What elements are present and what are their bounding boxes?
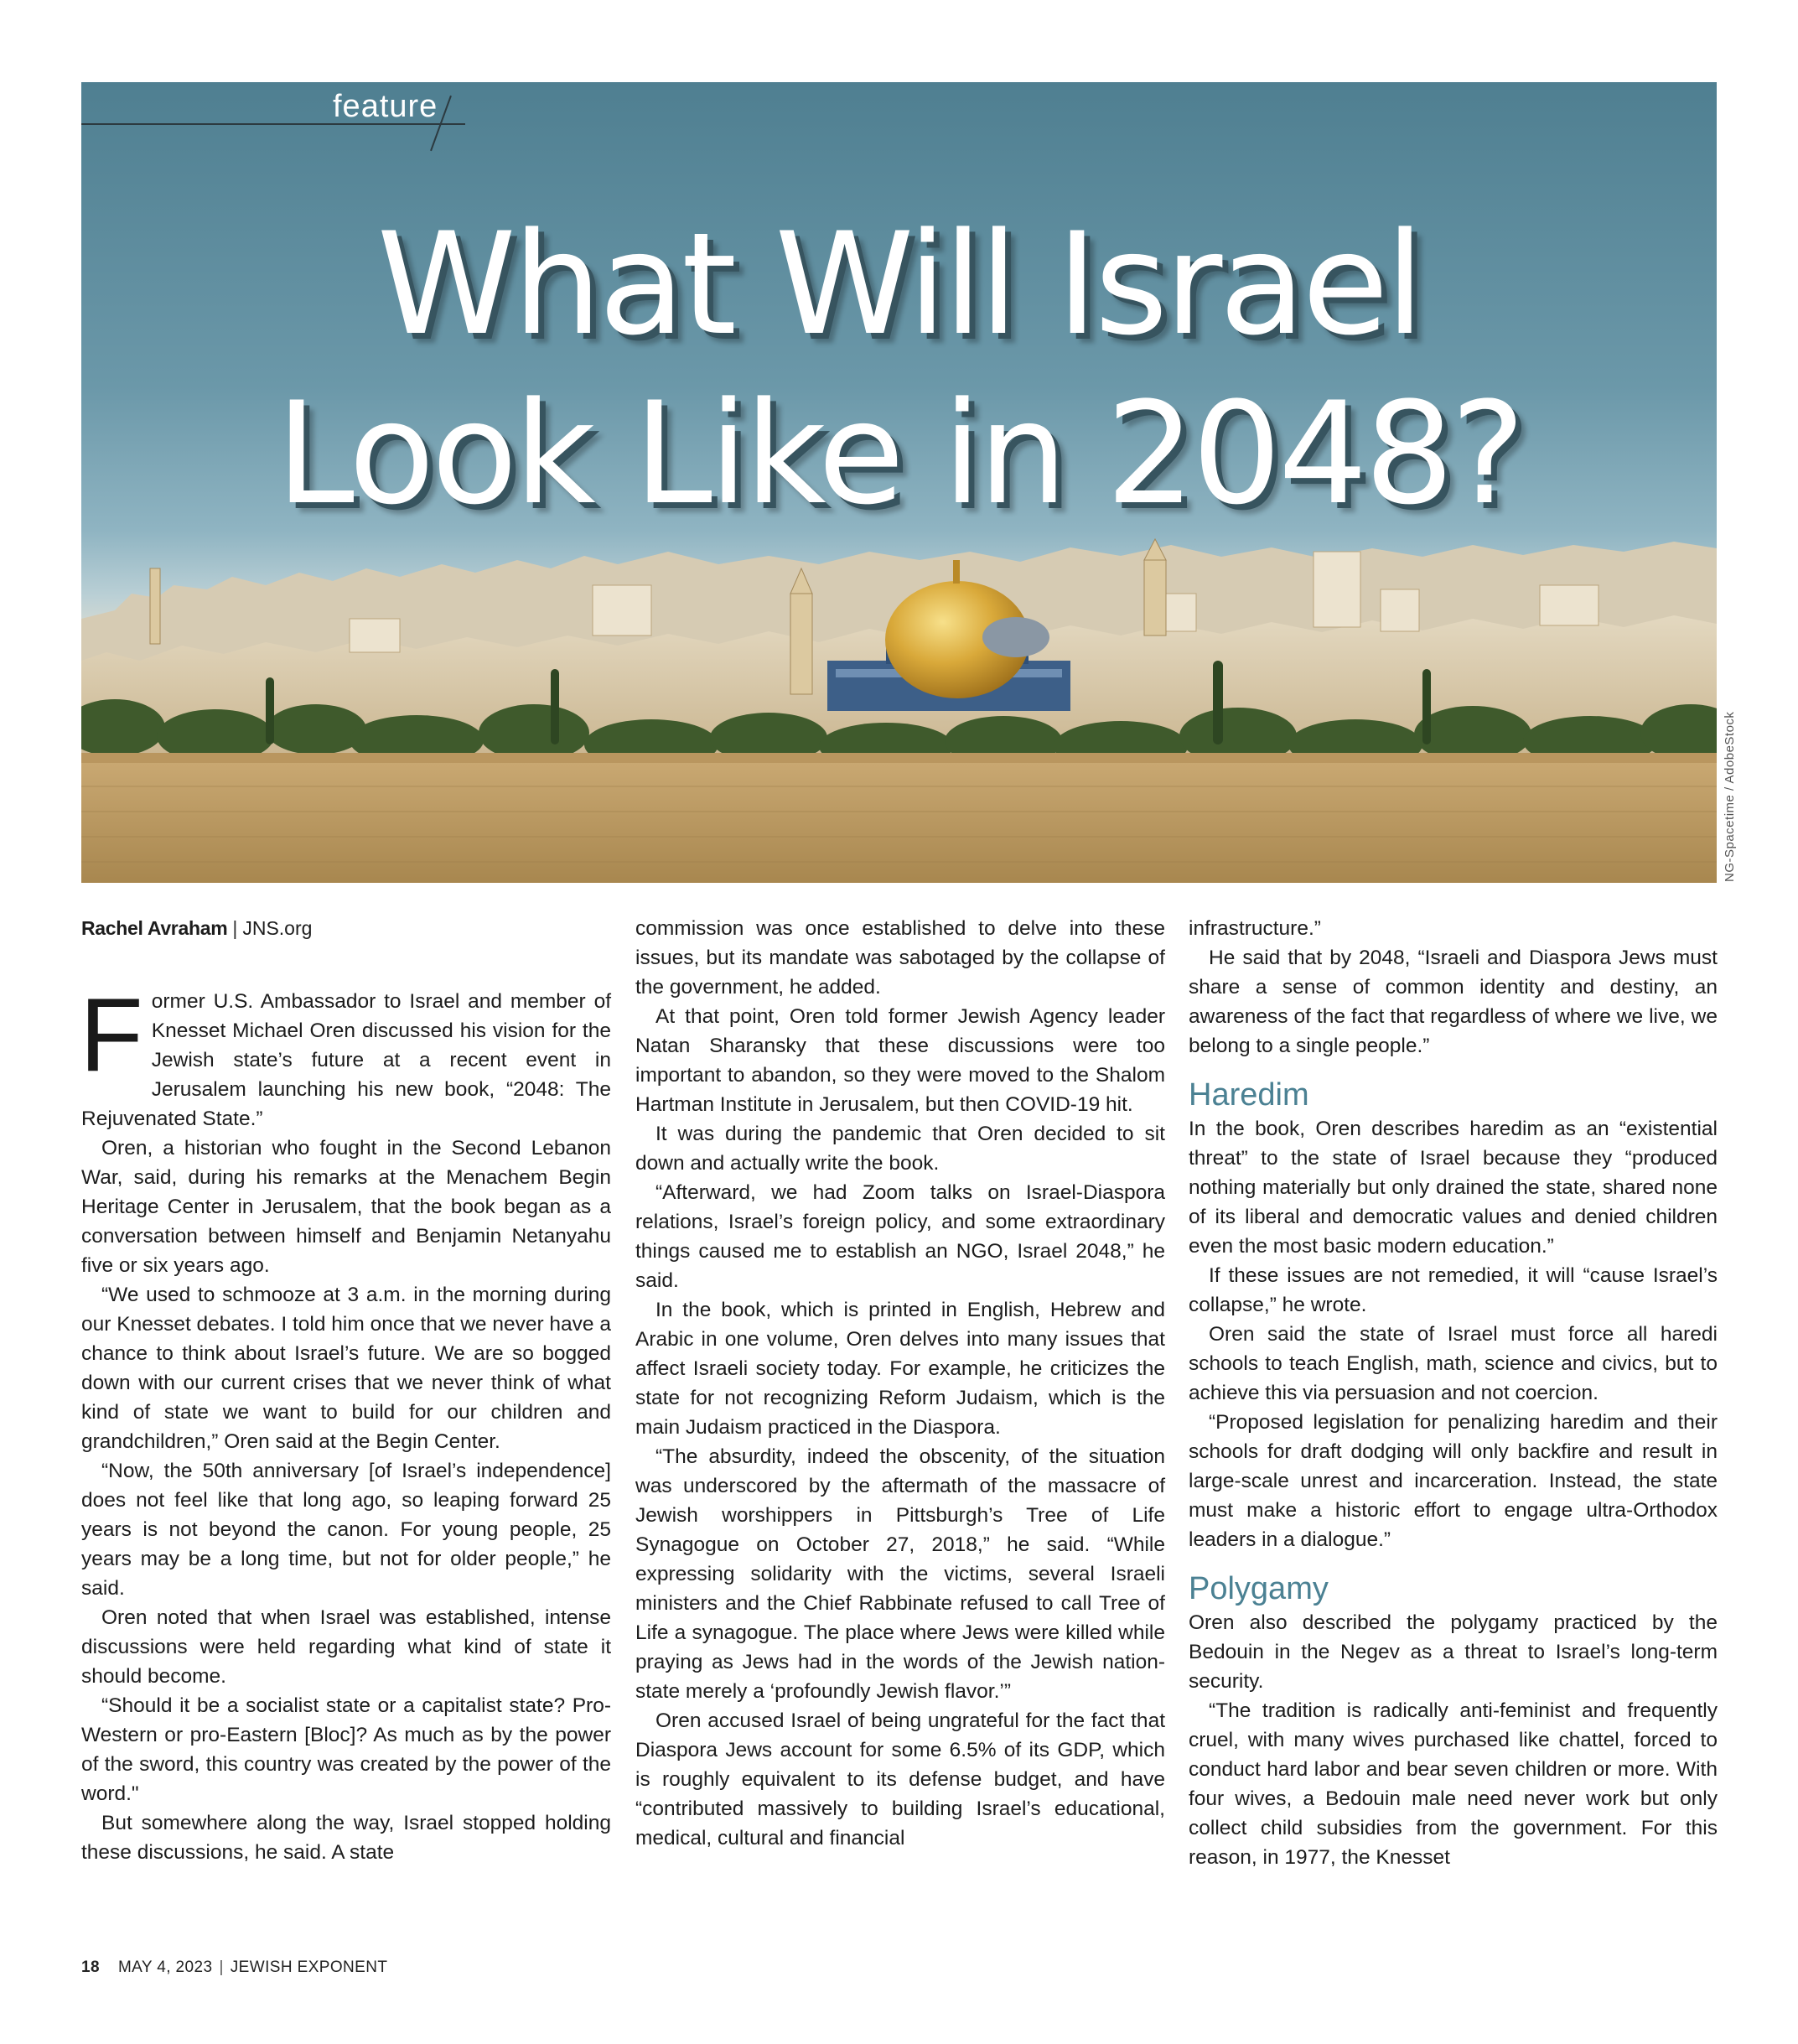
byline-source: JNS.org	[242, 917, 313, 939]
body-paragraph: If these issues are not remedied, it will “cause Israel’s collapse,” he wrote.	[1189, 1264, 1718, 1316]
publication-name: JEWISH EXPONENT	[230, 1958, 388, 1976]
lead-text: ormer U.S. Ambassador to Israel and member of Knesset Michael Oren discussed his vision for the Jewish state’s future at a recent event in Jerusalem launching his new book, “2048: The Rejuvenated State.”	[81, 990, 611, 1130]
body-paragraph: He said that by 2048, “Israeli and Diaspora Jews must share a sense of common identity and destiny, an awareness of the fact that regardless of where we live, we belong to a single people.”	[1189, 947, 1718, 1057]
headline-line-1: What Will Israel	[376, 202, 1422, 366]
byline-author: Rachel Avraham	[81, 917, 228, 939]
page-number: 18	[81, 1958, 100, 1976]
body-paragraph: At that point, Oren told former Jewish Agency leader Natan Sharansky that these discussions were too important to abandon, so they were moved to the Shalom Hartman Institute in Jerusalem, but then COVID-19 hit.	[635, 1005, 1165, 1116]
body-paragraph: In the book, which is printed in English, Hebrew and Arabic in one volume, Oren delves into many issues that affect Israeli society today. For example, he criticizes the state for not recognizing Reform Judaism, which is the main Judaism practiced in the Diaspora.	[635, 1299, 1165, 1439]
drop-cap: F	[80, 978, 143, 1093]
body-paragraph: Oren, a historian who fought in the Second Lebanon War, said, during his remarks at the Menachem Begin Heritage Center in Jerusalem, that the book began as a conversation between himself and Benjamin Netanyahu five or six years ago.	[81, 1137, 611, 1277]
headline-line-2: Look Like in 2048?	[276, 371, 1522, 536]
lead-paragraph	[80, 978, 611, 1134]
body-paragraph: Oren accused Israel of being ungrateful for the fact that Diaspora Jews account for some 6.5% of its GDP, which is roughly equivalent to its defense budget, and have “contributed massively to building Israel’s educational, medical, cultural and financial	[635, 1709, 1165, 1849]
footer-separator: |	[219, 1958, 224, 1976]
article-column-2	[635, 914, 1165, 1853]
body-paragraph: It was during the pandemic that Oren decided to sit down and actually write the book.	[635, 1123, 1165, 1175]
body-paragraph: infrastructure.”	[1189, 917, 1321, 940]
article-column-1	[81, 914, 611, 1867]
subhead-haredim: Haredim	[1189, 1077, 1309, 1113]
headline	[81, 200, 1717, 538]
body-paragraph: “The tradition is radically anti-feminist and frequently cruel, with many wives purchased like chattel, forced to conduct hard labor and bear seven children or more. With four wives, a Bedouin male need never work but only collect child subsidies from the government. For this reason, in 1977, the Knesset	[1189, 1699, 1718, 1869]
body-paragraph: “Proposed legislation for penalizing haredim and their schools for draft dodging will only backfire and result in large-scale unrest and incarceration. Instead, the state must make a historic effort to engage ultra-Orthodox leaders in a dialogue.”	[1189, 1411, 1718, 1551]
body-paragraph: But somewhere along the way, Israel stopped holding these discussions, he said. A state	[81, 1812, 611, 1864]
section-kicker: feature	[333, 89, 438, 124]
photo-credit: NG-Spacetime / AdobeStock	[1723, 711, 1737, 882]
article-column-3	[1189, 914, 1718, 1872]
subhead-polygamy: Polygamy	[1189, 1571, 1329, 1606]
body-paragraph: commission was once established to delve into these issues, but its mandate was sabotaged by the collapse of the government, he added.	[635, 917, 1165, 999]
body-paragraph: Oren said the state of Israel must force all haredi schools to teach English, math, science and civics, but to achieve this via persuasion and not coercion.	[1189, 1323, 1718, 1404]
body-paragraph: “Should it be a socialist state or a capitalist state? Pro-Western or pro-Eastern [Bloc]? As much as by the power of the sword, this country was created by the power of the word."	[81, 1694, 611, 1805]
byline-separator: |	[232, 917, 238, 939]
body-paragraph: “Now, the 50th anniversary [of Israel’s independence] does not feel like that long ago, so leaping forward 25 years is not beyond the canon. For young people, 25 years may be a long time, but not for older people,” he said.	[81, 1460, 611, 1600]
body-paragraph: Oren also described the polygamy practiced by the Bedouin in the Negev as a threat to Israel’s long-term security.	[1189, 1611, 1718, 1693]
body-paragraph: “Afterward, we had Zoom talks on Israel-Diaspora relations, Israel’s foreign policy, and some extraordinary things caused me to establish an NGO, Israel 2048,” he said.	[635, 1181, 1165, 1292]
body-paragraph: Oren noted that when Israel was established, intense discussions were held regarding what kind of state it should become.	[81, 1606, 611, 1688]
body-paragraph: In the book, Oren describes haredim as an “existential threat” to the state of Israel because they “produced nothing materially but only drained the state, shared none of its liberal and democratic values and denied children even the most basic modern education.”	[1189, 1118, 1718, 1258]
byline	[81, 914, 611, 943]
body-paragraph: “The absurdity, indeed the obscenity, of the situation was underscored by the aftermath of the massacre of Jewish worshippers in Pittsburgh’s Tree of Life Synagogue on October 27, 2018,” he said. “While expressing solidarity with the victims, several Israeli ministers and the Chief Rabbinate refused to call Tree of Life a synagogue. The place where Jews were killed while praying as Jews had in the words of the Jewish nation-state merely a ‘profoundly Jewish flavor.’”	[635, 1445, 1165, 1703]
page-footer	[81, 1958, 387, 1977]
issue-date: MAY 4, 2023	[117, 1958, 213, 1976]
body-paragraph: “We used to schmooze at 3 a.m. in the morning during our Knesset debates. I told him once that we never have a chance to think about Israel’s future. We are so bogged down with our current crises that we never think of what kind of state we want to build for our children and grandchildren,” Oren said at the Begin Center.	[81, 1284, 611, 1453]
hero-photo	[81, 82, 1717, 883]
